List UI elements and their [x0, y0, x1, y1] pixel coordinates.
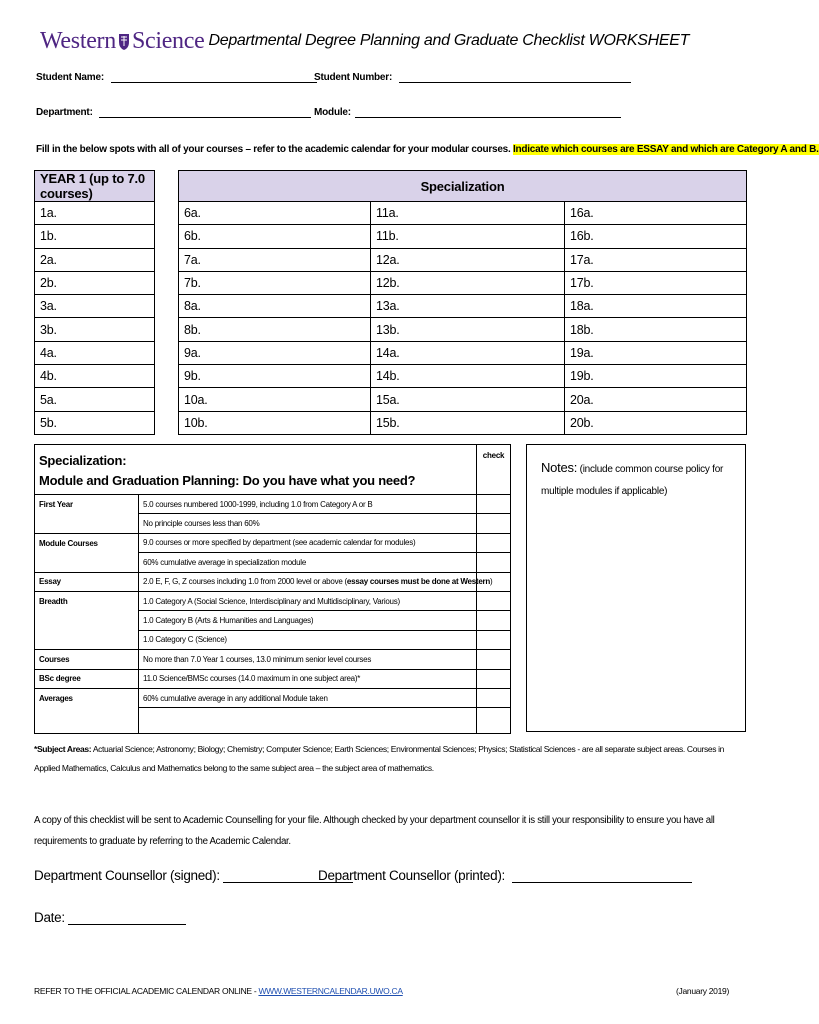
notes-label: Notes:: [541, 460, 578, 475]
checklist-row: [35, 572, 511, 591]
checklist-category-label: [35, 611, 139, 630]
calendar-link[interactable]: WWW.WESTERNCALENDAR.UWO.CA: [258, 986, 403, 996]
requirement-text: 60% cumulative average in any additional Module taken: [143, 693, 328, 703]
check-box-cell[interactable]: [477, 708, 511, 734]
checklist-row: [35, 630, 511, 649]
checklist-requirement: [139, 669, 477, 688]
subject-areas-label: *Subject Areas:: [34, 744, 92, 754]
requirement-text: 1.0 Category B (Arts & Humanities and Languages): [143, 616, 314, 626]
course-slot[interactable]: 4b.: [35, 365, 155, 388]
checklist-category-label: Courses: [35, 650, 139, 669]
course-slot[interactable]: 18a.: [565, 295, 747, 318]
checklist-category-label: Averages: [35, 688, 139, 707]
course-slot[interactable]: 10b.: [179, 411, 371, 434]
specialization-header: Specialization: [179, 171, 747, 202]
column-gap: [155, 171, 179, 202]
courses-header-row: [35, 171, 747, 202]
checklist-heading-planning: Module and Graduation Planning: Do you have what you need?: [39, 473, 416, 488]
course-slot[interactable]: 16a.: [565, 202, 747, 225]
instructions-highlight: Indicate which courses are ESSAY and which are Category A and B.: [513, 144, 819, 155]
course-slot[interactable]: 11b.: [371, 225, 565, 248]
subject-areas-note: [34, 740, 744, 778]
course-slot[interactable]: 6b.: [179, 225, 371, 248]
course-slot[interactable]: 7a.: [179, 248, 371, 271]
date-field[interactable]: [34, 910, 186, 925]
course-slot[interactable]: 13a.: [371, 295, 565, 318]
checklist-header-row: [35, 445, 511, 495]
courses-row: [35, 295, 747, 318]
notes-detail: (include common course policy for multiple modules if applicable): [541, 464, 724, 497]
check-box-cell[interactable]: [477, 514, 511, 533]
checklist-row: [35, 591, 511, 610]
counsellor-signed-field[interactable]: [34, 868, 353, 883]
checklist-category-label: First Year: [35, 495, 139, 514]
requirement-text: 1.0 Category A (Social Science, Interdisciplinary and Multidisciplinary, Various): [143, 596, 400, 606]
checklist-requirement: [139, 688, 477, 707]
requirement-text: 60% cumulative average in specialization module: [143, 557, 307, 567]
subject-areas-text: Actuarial Science; Astronomy; Biology; Chemistry; Computer Science; Earth Sciences; Environmental Sciences; Physics; Statistical Sciences - are all separate subject areas. Courses in Applied Mathematics, Calculus and Mathematics belong to the same subject area – the subject area of mathematics.: [34, 744, 725, 773]
counsellor-printed-line[interactable]: [512, 869, 692, 883]
course-slot[interactable]: 19a.: [565, 341, 747, 364]
checklist-requirement: [139, 630, 477, 649]
checklist-category-label: [35, 630, 139, 649]
student-name-label: Student Name:: [36, 72, 104, 83]
checklist-row: [35, 688, 511, 707]
checklist-category-label: Essay: [35, 572, 139, 591]
course-slot[interactable]: 16b.: [565, 225, 747, 248]
check-column-header: check: [477, 445, 511, 495]
courses-row: [35, 411, 747, 434]
checklist-row: [35, 708, 511, 734]
courses-row: [35, 388, 747, 411]
instructions: [36, 144, 819, 155]
course-slot[interactable]: 15a.: [371, 388, 565, 411]
checklist-category-label: BSc degree: [35, 669, 139, 688]
checklist-row: [35, 650, 511, 669]
column-gap: [155, 295, 179, 318]
checklist-heading: [35, 445, 477, 495]
course-slot[interactable]: 20a.: [565, 388, 747, 411]
check-box-cell[interactable]: [477, 669, 511, 688]
check-box-cell[interactable]: [477, 688, 511, 707]
checklist-row: [35, 514, 511, 533]
crest-icon: [118, 31, 130, 51]
notes-box[interactable]: [526, 444, 746, 732]
course-slot[interactable]: 19b.: [565, 365, 747, 388]
checklist-row: [35, 669, 511, 688]
requirement-text: 11.0 Science/BMSc courses (14.0 maximum in one subject area)*: [143, 674, 361, 684]
column-gap: [155, 202, 179, 225]
checklist-category-label: Breadth: [35, 591, 139, 610]
logo-word-science: Science: [131, 27, 205, 54]
requirement-text: No more than 7.0 Year 1 courses, 13.0 minimum senior level courses: [143, 654, 372, 664]
course-slot[interactable]: 6a.: [179, 202, 371, 225]
column-gap: [155, 225, 179, 248]
student-name-line[interactable]: [111, 72, 317, 83]
checklist-requirement: [139, 611, 477, 630]
course-slot[interactable]: 13b.: [371, 318, 565, 341]
logo-word-western: Western: [40, 27, 116, 54]
counsellor-signed-label: Department Counsellor (signed):: [34, 868, 220, 883]
course-slot[interactable]: 8a.: [179, 295, 371, 318]
student-number-line[interactable]: [399, 72, 631, 83]
courses-row: [35, 202, 747, 225]
course-slot[interactable]: 12a.: [371, 248, 565, 271]
student-name-field[interactable]: [36, 72, 317, 83]
requirement-text: 5.0 courses numbered 1000-1999, including 1.0 from Category A or B: [143, 499, 373, 509]
column-gap: [155, 248, 179, 271]
course-slot[interactable]: 5a.: [35, 388, 155, 411]
requirement-tail: ): [490, 577, 493, 587]
department-field[interactable]: [36, 107, 311, 118]
checklist-category-label: [35, 708, 139, 734]
course-slot[interactable]: 17b.: [565, 271, 747, 294]
checklist-category-label: [35, 553, 139, 572]
department-line[interactable]: [99, 107, 311, 118]
footer-reference: [34, 986, 403, 996]
requirement-text: 9.0 courses or more specified by department (see academic calendar for modules): [143, 538, 416, 548]
course-slot[interactable]: 2a.: [35, 248, 155, 271]
checklist-requirement: [139, 708, 477, 734]
check-box-cell[interactable]: [477, 533, 511, 552]
checklist-row: [35, 553, 511, 572]
course-slot[interactable]: 9a.: [179, 341, 371, 364]
checklist-requirement: [139, 553, 477, 572]
course-slot[interactable]: 14a.: [371, 341, 565, 364]
footer-date: (January 2019): [676, 986, 729, 996]
check-box-cell[interactable]: [477, 553, 511, 572]
checklist-category-label: [35, 514, 139, 533]
course-slot[interactable]: 18b.: [565, 318, 747, 341]
western-science-logo: [40, 28, 204, 55]
checklist-row: [35, 533, 511, 552]
footer-refer-text: REFER TO THE OFFICIAL ACADEMIC CALENDAR ONLINE -: [34, 986, 259, 996]
checklist-requirement: [139, 591, 477, 610]
check-box-cell[interactable]: [477, 650, 511, 669]
course-slot[interactable]: 17a.: [565, 248, 747, 271]
date-line[interactable]: [68, 911, 186, 925]
check-box-cell[interactable]: [477, 591, 511, 610]
column-gap: [155, 388, 179, 411]
course-slot[interactable]: 10a.: [179, 388, 371, 411]
student-number-label: Student Number:: [314, 72, 393, 83]
column-gap: [155, 271, 179, 294]
courses-row: [35, 271, 747, 294]
copy-notice: A copy of this checklist will be sent to Academic Counselling for your file. Although checked by your department counsellor it is still your responsibility to ensure you have all requirements to graduate by referring to the Academic Calendar.: [34, 815, 715, 847]
course-slot[interactable]: 9b.: [179, 365, 371, 388]
courses-row: [35, 365, 747, 388]
module-label: Module:: [314, 107, 351, 118]
checklist-category-label: Module Courses: [35, 533, 139, 552]
check-box-cell[interactable]: [477, 611, 511, 630]
document-header: [40, 26, 689, 56]
course-slot[interactable]: 1b.: [35, 225, 155, 248]
course-slot[interactable]: 14b.: [371, 365, 565, 388]
module-line[interactable]: [355, 107, 621, 118]
course-slot[interactable]: 3b.: [35, 318, 155, 341]
course-slot[interactable]: 11a.: [371, 202, 565, 225]
requirement-text: 2.0 E, F, G, Z courses including 1.0 from 2000 level or above (: [143, 577, 347, 587]
check-box-cell[interactable]: [477, 495, 511, 514]
checklist-row: [35, 611, 511, 630]
checklist-requirement: [139, 533, 477, 552]
course-slot[interactable]: 15b.: [371, 411, 565, 434]
course-slot[interactable]: 5b.: [35, 411, 155, 434]
checklist-row: [35, 495, 511, 514]
course-slot[interactable]: 12b.: [371, 271, 565, 294]
requirement-text: 1.0 Category C (Science): [143, 635, 227, 645]
course-slot[interactable]: 20b.: [565, 411, 747, 434]
course-slot[interactable]: 4a.: [35, 341, 155, 364]
course-slot[interactable]: 2b.: [35, 271, 155, 294]
page-title: Departmental Degree Planning and Graduate Checklist WORKSHEET: [208, 32, 690, 49]
requirement-emphasis: essay courses must be done at Western: [346, 577, 491, 587]
counsellor-printed-field[interactable]: [318, 868, 692, 883]
requirement-text: No principle courses less than 60%: [143, 519, 260, 529]
instructions-text: Fill in the below spots with all of your courses – refer to the academic calendar for your modular courses.: [36, 144, 511, 155]
checklist-heading-specialization: Specialization:: [39, 453, 127, 468]
column-gap: [155, 365, 179, 388]
department-label: Department:: [36, 107, 93, 118]
course-slot[interactable]: 8b.: [179, 318, 371, 341]
courses-row: [35, 225, 747, 248]
checklist-requirement: [139, 495, 477, 514]
courses-row: [35, 341, 747, 364]
counsellor-printed-label: Department Counsellor (printed):: [318, 868, 505, 883]
courses-row: [35, 318, 747, 341]
column-gap: [155, 341, 179, 364]
courses-table: [34, 170, 747, 435]
course-slot[interactable]: 3a.: [35, 295, 155, 318]
course-slot[interactable]: 7b.: [179, 271, 371, 294]
module-field[interactable]: [314, 107, 621, 118]
date-label: Date:: [34, 910, 65, 925]
check-box-cell[interactable]: [477, 630, 511, 649]
checklist-requirement: [139, 650, 477, 669]
course-slot[interactable]: 1a.: [35, 202, 155, 225]
courses-row: [35, 248, 747, 271]
year1-header: YEAR 1 (up to 7.0 courses): [35, 171, 155, 202]
column-gap: [155, 411, 179, 434]
checklist-requirement: [139, 514, 477, 533]
column-gap: [155, 318, 179, 341]
checklist-table: [34, 444, 511, 734]
student-number-field[interactable]: [314, 72, 631, 83]
checklist-requirement: [139, 572, 493, 591]
